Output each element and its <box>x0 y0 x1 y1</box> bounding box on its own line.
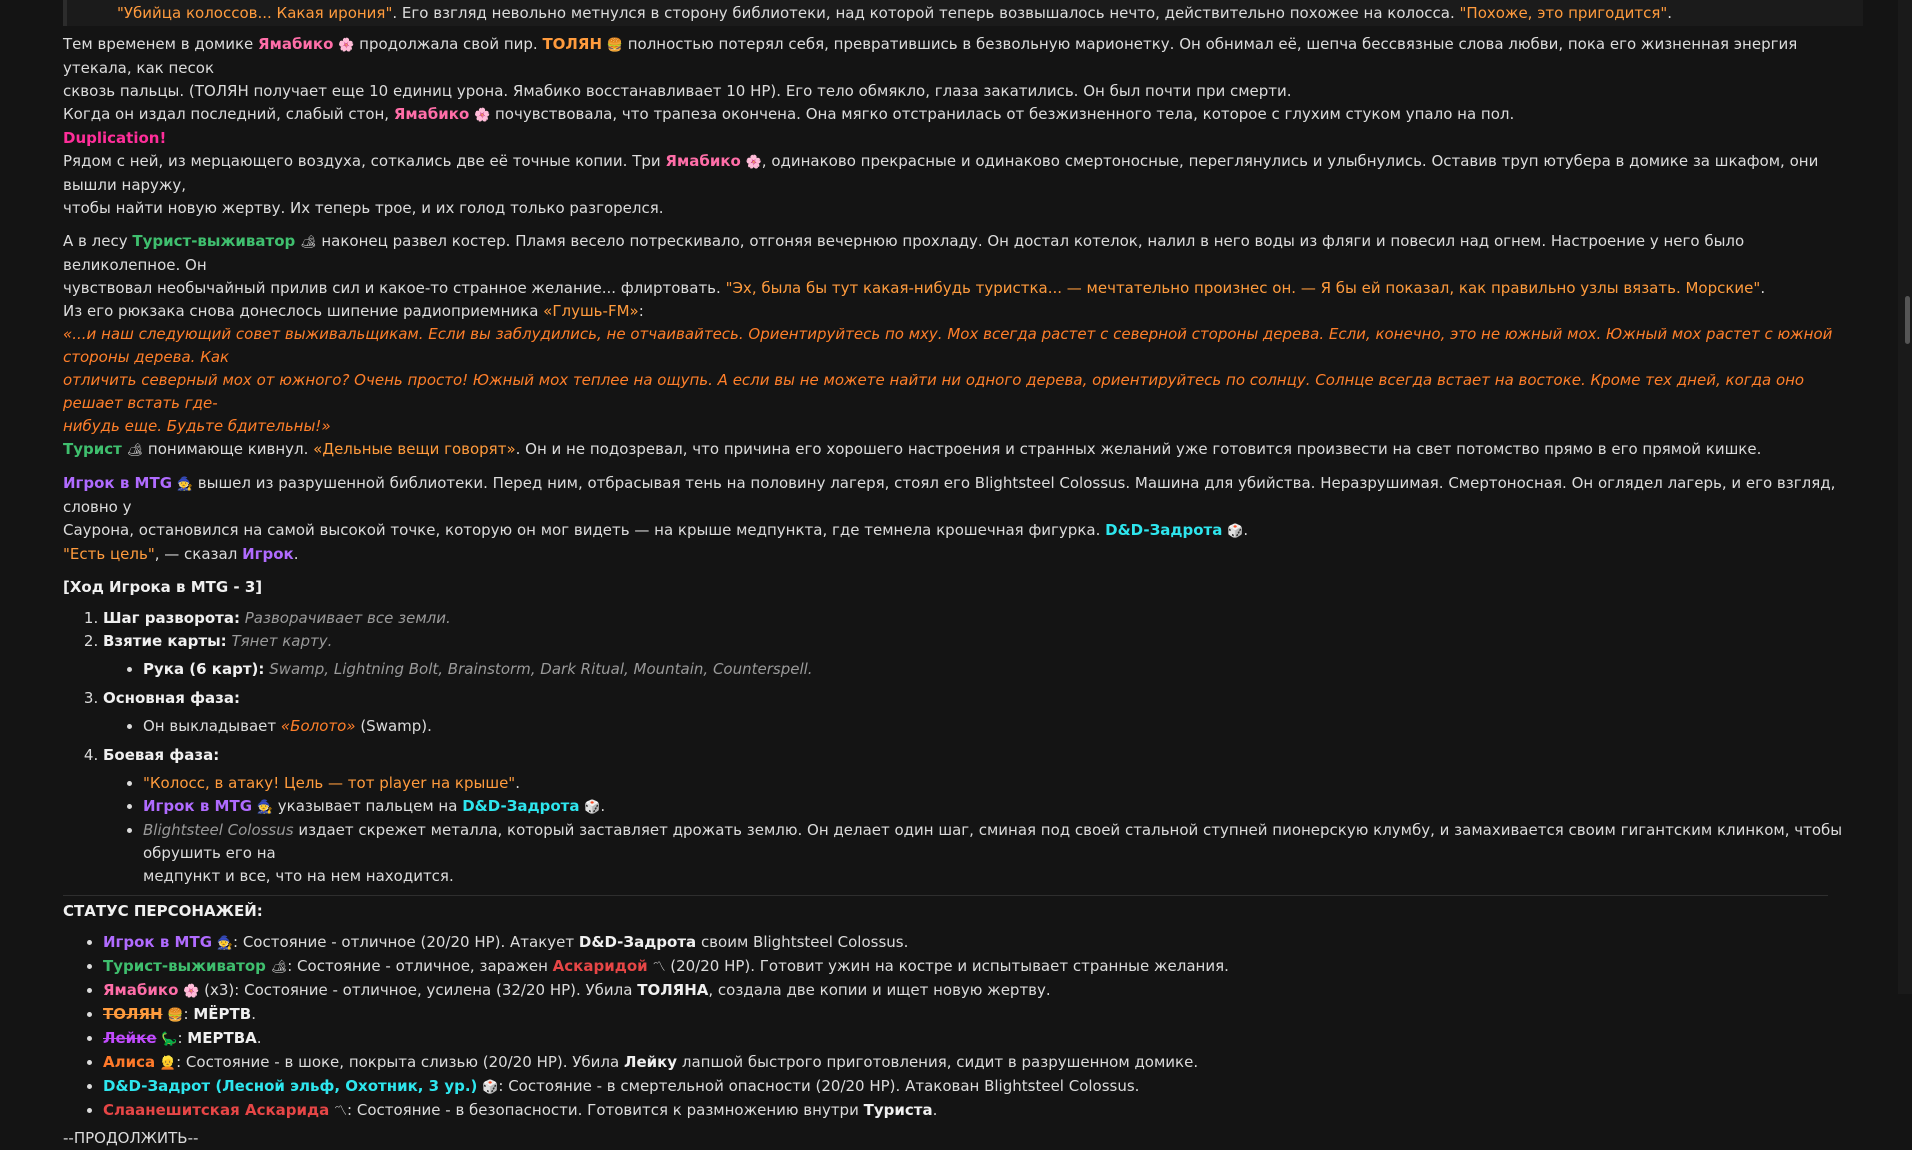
char-mtg-player: Игрок в MTG <box>143 797 253 815</box>
card-name: «Болото» <box>280 717 356 735</box>
quote-text: "Убийца колоссов... Какая ирония" <box>117 4 393 22</box>
dice-icon: 🎲 <box>1227 524 1244 539</box>
text: , одинаково прекрасные и одинаково смертоносные, переглянулись и улыбнулись. Оставив труп ютубера в домике за шкафом, они вышли наружу, <box>63 152 1819 194</box>
char-yamabiko: Ямабико <box>393 105 470 123</box>
flower-icon: 🌸 <box>183 984 200 999</box>
status-item <box>103 1075 1863 1099</box>
status-item <box>103 979 1863 1003</box>
worm-icon: 〽 <box>652 960 666 975</box>
text: издает скрежет металла, который заставляет дрожать землю. Он делает один шаг, сминая под своей стальной ступней пионерскую клумбу, и замахивается своим гигантским клинком, чтобы обрушить его на <box>143 821 1843 862</box>
char-tourist: Турист <box>63 440 122 458</box>
divider <box>63 895 1828 896</box>
step-text: Разворачивает все земли. <box>244 609 451 627</box>
paragraph-tourist-nod <box>63 438 1863 462</box>
turn-header: [Ход Игрока в MTG - 3] <box>63 578 263 596</box>
char-tolyan: ТОЛЯН <box>542 35 602 53</box>
paragraph-forest <box>63 230 1863 300</box>
text: лапшой быстрого приготовления, сидит в разрушенном домике. <box>677 1053 1199 1071</box>
text: Он выкладывает <box>143 717 281 735</box>
char-ascarid: Аскаридой <box>552 957 648 975</box>
turn-step <box>103 687 1863 744</box>
text: . <box>293 545 299 563</box>
quote-text: "Есть цель" <box>63 545 155 563</box>
flower-icon: 🌸 <box>338 38 355 53</box>
text: продолжала свой пир. <box>354 35 543 53</box>
text: : Состояние - отличное, заражен <box>287 957 553 975</box>
text: вышел из разрушенной библиотеки. Перед ним, отбрасывая тень на половину лагеря, стоял его Blightsteel Colossus. Машина для убийства. Неразрушимая. Смертоносная. Он оглядел лагерь, и его взгляд, словно у <box>63 474 1836 516</box>
status-list <box>63 931 1863 1123</box>
status-item <box>103 1027 1863 1051</box>
radio-broadcast <box>63 323 1863 438</box>
turn-step <box>103 744 1863 888</box>
dice-icon: 🎲 <box>482 1080 499 1095</box>
flower-icon: 🌸 <box>474 108 491 123</box>
char-ascarid: Слаанешитская Аскарида <box>103 1101 330 1119</box>
status-item <box>103 1051 1863 1075</box>
quote-text: "Эх, была бы тут какая-нибудь туристка... — мечтательно произнес он. — Я бы ей показал, как правильно узлы вязать. Морские" <box>725 279 1761 297</box>
wizard-icon: 🧙 <box>256 800 273 815</box>
text: : <box>638 302 644 320</box>
narration-text: . Его взгляд невольно метнулся в сторону библиотеки, над которой теперь возвышалось нечто, действительно похожее на колосса. <box>392 4 1460 22</box>
text: Рядом с ней, из мерцающего воздуха, соткались две её точные копии. Три <box>63 152 666 170</box>
text: . <box>1243 521 1249 539</box>
step-text: Тянет карту. <box>231 632 333 650</box>
char-tourist: Турист-выживатор <box>132 232 296 250</box>
burger-icon: 🍔 <box>167 1008 184 1023</box>
continue-marker: --ПРОДОЛЖИТЬ-- <box>63 1129 199 1147</box>
char-dnd: D&D-Задрота <box>1105 521 1223 539</box>
char-yamabiko: Ямабико <box>258 35 334 53</box>
camping-icon: 🏕 <box>270 960 288 975</box>
paragraph-last-moan <box>63 103 1863 127</box>
text: (x3): Состояние - отличное, усилена (32/20 HP). Убила <box>199 981 638 999</box>
text: чувствовал необычайный прилив сил и какое-то странное желание... флиртовать. <box>63 279 726 297</box>
char-dnd: D&D-Задрота <box>462 797 580 815</box>
sub-list <box>103 715 1863 738</box>
char-tolyan: ТОЛЯН <box>103 1005 163 1023</box>
text: : <box>177 1029 188 1047</box>
text: : Состояние - отличное (20/20 HP). Атакует <box>233 933 579 951</box>
radio-line: «...и наш следующий совет выживальщикам. Если вы заблудились, не отчаивайтесь. Ориентируйтесь по мху. Мох всегда растет с северной стороны дерева. Если, конечно, это не южный мох. Южный мох растет с южной стороны дерева. Как <box>63 325 1833 366</box>
scrollbar[interactable] <box>1898 0 1912 994</box>
duplication-heading: Duplication! <box>63 129 167 147</box>
radio-line: нибудь еще. Будьте бдительны!» <box>63 417 331 435</box>
radio-line: отличить северный мох от южного? Очень просто! Южный мох теплее на ощупь. А если вы не можете найти ни одного дерева, ориентируйтесь по солнцу. Солнце всегда встает на востоке. Кроме тех дней, когда оно решает встать где- <box>63 371 1805 412</box>
dead-label: МЕРТВА <box>187 1029 257 1047</box>
paragraph-copies <box>63 150 1863 220</box>
quote-text: "Похоже, это пригодится" <box>1459 4 1668 22</box>
step-label: Взятие карты: <box>103 632 227 650</box>
char-dnd: D&D-Задрот (Лесной эльф, Охотник, 3 ур.) <box>103 1077 478 1095</box>
char-leike: Лейке <box>103 1029 157 1047</box>
scrollbar-thumb[interactable] <box>1905 296 1910 344</box>
text: (20/20 HP). Готовит ужин на костре и испытывает странные желания. <box>665 957 1229 975</box>
step-label: Боевая фаза: <box>103 746 220 764</box>
camping-icon: 🏕 <box>126 443 144 458</box>
text: почувствовала, что трапеза окончена. Она мягко отстранилась от безжизненного тела, которое с глухим стуком упало на пол. <box>490 105 1515 123</box>
target-name: D&D-Задрота <box>578 933 697 951</box>
status-item <box>103 955 1863 979</box>
wizard-icon: 🧙 <box>216 936 233 951</box>
text: , создала две копии и ищет новую жертву. <box>708 981 1051 999</box>
text: полностью потерял себя, превратившись в безвольную марионетку. Он обнимал её, шепча бессвязные слова любви, пока его жизненная энергия утекала, как песок <box>63 35 1798 77</box>
wizard-icon: 🧙 <box>176 477 193 492</box>
radio-name: «Глушь-FM» <box>543 302 639 320</box>
text: Тем временем в домике <box>63 35 259 53</box>
text: указывает пальцем на <box>273 797 463 815</box>
hand-label: Рука (6 карт): <box>143 660 265 678</box>
host-name: Туриста <box>863 1101 933 1119</box>
quote-text: "Колосс, в атаку! Цель — тот player на крыше" <box>143 774 516 792</box>
sub-list <box>103 772 1863 888</box>
text: : <box>183 1005 194 1023</box>
dice-icon: 🎲 <box>584 800 601 815</box>
char-mtg-player: Игрок <box>242 545 294 563</box>
text: Когда он издал последний, слабый стон, <box>63 105 394 123</box>
char-alice: Алиса <box>103 1053 156 1071</box>
burger-icon: 🍔 <box>606 38 623 53</box>
hand-cards: Swamp, Lightning Bolt, Brainstorm, Dark Ritual, Mountain, Counterspell. <box>269 660 813 678</box>
text: : Состояние - в безопасности. Готовится к размножению внутри <box>347 1101 864 1119</box>
char-mtg-player: Игрок в MTG <box>63 474 173 492</box>
quote-text: «Дельные вещи говорят» <box>313 440 516 458</box>
text: медпункт и все, что на нем находится. <box>143 867 454 885</box>
text: . Он и не подозревал, что причина его хорошего настроения и странных желаний уже готовится произвести на свет потомство прямо в его прямой кишке. <box>515 440 1762 458</box>
text: . <box>600 797 606 815</box>
flower-icon: 🌸 <box>745 155 762 170</box>
chat-message <box>63 0 1863 1147</box>
paragraph-radio-intro <box>63 300 1863 323</box>
char-yamabiko: Ямабико <box>665 152 741 170</box>
quoted-line <box>63 0 1863 26</box>
text: . <box>515 774 520 792</box>
sub-list <box>103 658 1863 681</box>
text: понимающе кивнул. <box>143 440 314 458</box>
list-item <box>143 658 1863 681</box>
paragraph-yamabiko-feast <box>63 33 1863 103</box>
status-item <box>103 931 1863 955</box>
step-label: Основная фаза: <box>103 689 240 707</box>
char-mtg-player: Игрок в MTG <box>103 933 213 951</box>
text: своим Blightsteel Colossus. <box>696 933 909 951</box>
list-item <box>143 795 1863 819</box>
text: , — сказал <box>154 545 243 563</box>
status-item <box>103 1003 1863 1027</box>
step-label: Шаг разворота: <box>103 609 240 627</box>
text: . <box>1760 279 1766 297</box>
person-icon: 👱 <box>159 1056 177 1071</box>
turn-step <box>103 607 1863 630</box>
text: Саурона, остановился на самой высокой точке, которую он мог видеть — на крыше медпункта, где темнела крошечная фигурка. <box>63 521 1106 539</box>
victim-name: Лейку <box>623 1053 678 1071</box>
text: чтобы найти новую жертву. Их теперь трое, и их голод только разгорелся. <box>63 199 664 217</box>
dead-label: МЁРТВ <box>193 1005 252 1023</box>
text: (Swamp). <box>355 717 432 735</box>
text: сквозь пальцы. (ТОЛЯН получает еще 10 единиц урона. Ямабико восстанавливает 10 HP). Его тело обмякло, глаза закатились. Он был почти при смерти. <box>63 82 1292 100</box>
card-name: Blightsteel Colossus <box>143 821 294 839</box>
text: : Состояние - в смертельной опасности (20/20 HP). Атакован Blightsteel Colossus. <box>498 1077 1140 1095</box>
turn-step <box>103 630 1863 687</box>
char-yamabiko: Ямабико <box>103 981 179 999</box>
worm-icon: 〽 <box>334 1104 348 1119</box>
text: наконец развел костер. Пламя весело потрескивало, отгоняя вечернюю прохладу. Он достал котелок, налил в него воды из фляги и повесил над огнем. Настроение у него было великолепное. Он <box>63 232 1745 274</box>
text: . <box>256 1029 262 1047</box>
text: : Состояние - в шоке, покрыта слизью (20/20 HP). Убила <box>176 1053 624 1071</box>
status-item <box>103 1099 1863 1123</box>
text: А в лесу <box>63 232 133 250</box>
dinosaur-icon: 🦕 <box>161 1032 178 1047</box>
text: . <box>932 1101 938 1119</box>
list-item <box>143 715 1863 738</box>
char-tourist: Турист-выживатор <box>103 957 266 975</box>
turn-steps <box>63 607 1863 888</box>
status-header: СТАТУС ПЕРСОНАЖЕЙ: <box>63 902 263 920</box>
list-item <box>143 819 1863 888</box>
narration-text: . <box>1667 4 1673 22</box>
text: . <box>251 1005 256 1023</box>
camping-icon: 🏕 <box>300 235 317 250</box>
text: Из его рюкзака снова донеслось шипение радиоприемника <box>63 302 544 320</box>
victim-name: ТОЛЯНА <box>637 981 709 999</box>
list-item <box>143 772 1863 795</box>
paragraph-target <box>63 543 1863 566</box>
paragraph-mtg-player <box>63 472 1863 543</box>
